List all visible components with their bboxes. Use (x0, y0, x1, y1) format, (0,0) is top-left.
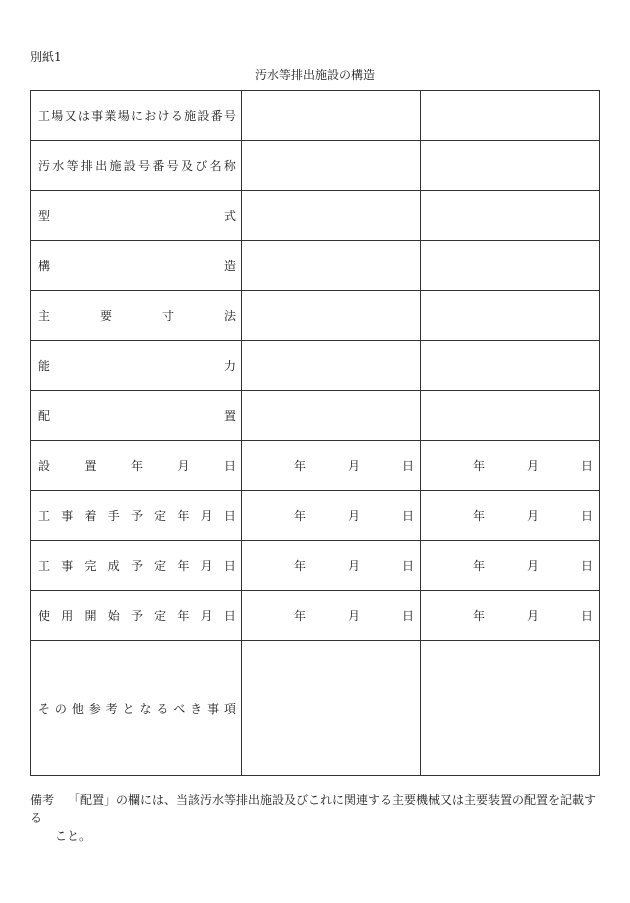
label-char: 場 (51, 109, 64, 123)
row-label (38, 607, 236, 624)
entry-cell[interactable] (242, 291, 421, 341)
entry-cell[interactable] (421, 541, 600, 591)
row-label-cell (31, 191, 242, 241)
label-char: 置 (223, 409, 236, 423)
entry-cell[interactable] (242, 141, 421, 191)
remarks-text-continued: こと。 (55, 829, 92, 843)
label-char: 年 (177, 609, 190, 623)
label-char: 事 (61, 559, 74, 573)
form-row (31, 491, 600, 541)
year-unit: 年 (293, 559, 306, 573)
entry-cell[interactable] (421, 291, 600, 341)
month-unit: 月 (347, 559, 360, 573)
label-char: 又 (64, 109, 77, 123)
label-char: 事 (207, 701, 220, 716)
date-field (242, 557, 414, 574)
facility-structure-table (30, 90, 600, 776)
remarks-note (30, 791, 600, 845)
row-label (38, 107, 236, 124)
day-unit: 日 (401, 559, 414, 573)
label-char: 日 (223, 509, 236, 523)
label-char: 設 (38, 459, 51, 473)
label-char: 番 (152, 159, 165, 173)
label-char: そ (38, 701, 51, 716)
label-char: 番 (210, 109, 223, 123)
entry-cell[interactable] (242, 391, 421, 441)
label-char: の (54, 701, 67, 716)
month-unit: 月 (347, 509, 360, 523)
label-char: け (157, 109, 170, 123)
label-char: 完 (84, 559, 97, 573)
date-field (421, 607, 593, 624)
date-field (421, 457, 593, 474)
label-char: 出 (95, 159, 108, 173)
label-char: 式 (223, 209, 236, 223)
label-char: き (190, 701, 203, 716)
day-unit: 日 (401, 459, 414, 473)
row-label (38, 357, 236, 374)
row-label (38, 457, 236, 474)
label-char: 日 (223, 559, 236, 573)
entry-cell[interactable] (421, 491, 600, 541)
entry-cell[interactable] (242, 491, 421, 541)
label-char: 年 (130, 459, 143, 473)
label-char: 名 (209, 159, 222, 173)
label-char: 定 (154, 609, 167, 623)
form-row (31, 441, 600, 491)
label-char: 年 (177, 559, 190, 573)
year-unit: 年 (293, 609, 306, 623)
label-char: 参 (88, 701, 101, 716)
row-label-cell (31, 541, 242, 591)
entry-cell[interactable] (421, 391, 600, 441)
label-char: に (130, 109, 143, 123)
entry-cell[interactable] (421, 91, 600, 141)
label-char: と (122, 701, 135, 716)
year-unit: 年 (472, 609, 485, 623)
label-char: 工 (38, 109, 51, 123)
label-char: 施 (109, 159, 122, 173)
label-char: 寸 (161, 309, 174, 323)
month-unit: 月 (526, 559, 539, 573)
label-char: 日 (223, 459, 236, 473)
label-char: 始 (107, 609, 120, 623)
label-char: 月 (200, 509, 213, 523)
row-label (38, 207, 236, 224)
date-field (421, 557, 593, 574)
attachment-label: 別紙1 (30, 50, 62, 64)
entry-cell[interactable] (421, 441, 600, 491)
label-char: 項 (223, 701, 236, 716)
label-char: な (139, 701, 152, 716)
label-char: は (77, 109, 90, 123)
label-char: 主 (38, 309, 51, 323)
row-label-cell (31, 491, 242, 541)
day-unit: 日 (580, 459, 593, 473)
label-char: 予 (130, 509, 143, 523)
label-char: 工 (38, 559, 51, 573)
label-char: 年 (177, 509, 190, 523)
label-char: 及 (180, 159, 193, 173)
form-row (31, 591, 600, 641)
label-char: 配 (38, 409, 51, 423)
month-unit: 月 (347, 459, 360, 473)
label-char: 等 (66, 159, 79, 173)
day-unit: 日 (580, 559, 593, 573)
label-char: べ (173, 701, 186, 716)
month-unit: 月 (526, 459, 539, 473)
label-char: 事 (91, 109, 104, 123)
label-char: 造 (223, 259, 236, 273)
label-char: 要 (99, 309, 112, 323)
month-unit: 月 (526, 609, 539, 623)
label-char: 設 (197, 109, 210, 123)
label-char: 排 (80, 159, 93, 173)
form-row (31, 391, 600, 441)
label-char: 事 (61, 509, 74, 523)
row-label (38, 507, 236, 524)
row-label (38, 407, 236, 424)
label-char: 型 (38, 209, 51, 223)
entry-cell[interactable] (421, 341, 600, 391)
label-char: 月 (200, 559, 213, 573)
label-char: 号 (223, 109, 236, 123)
entry-cell[interactable] (421, 141, 600, 191)
row-label-cell (31, 441, 242, 491)
row-label-cell (31, 141, 242, 191)
label-char: 能 (38, 359, 51, 373)
form-row (31, 141, 600, 191)
entry-cell[interactable] (242, 541, 421, 591)
entry-cell[interactable] (421, 191, 600, 241)
day-unit: 日 (401, 509, 414, 523)
label-char: 月 (200, 609, 213, 623)
year-unit: 年 (293, 509, 306, 523)
label-char: 手 (107, 509, 120, 523)
label-char: 場 (117, 109, 130, 123)
row-label (38, 157, 236, 174)
label-char: 置 (84, 459, 97, 473)
label-char: 構 (38, 259, 51, 273)
label-char: 他 (71, 701, 84, 716)
label-char: 開 (84, 609, 97, 623)
label-char: 工 (38, 509, 51, 523)
entry-cell[interactable] (421, 641, 600, 776)
label-char: 水 (52, 159, 65, 173)
entry-cell[interactable] (242, 191, 421, 241)
row-label-cell (31, 91, 242, 141)
form-row (31, 91, 600, 141)
row-label (38, 557, 236, 574)
date-field (242, 607, 414, 624)
label-char: 汚 (38, 159, 51, 173)
label-char: 用 (61, 609, 74, 623)
row-label (38, 700, 236, 717)
label-char: 成 (107, 559, 120, 573)
day-unit: 日 (580, 609, 593, 623)
row-label-cell (31, 641, 242, 776)
label-char: 定 (154, 559, 167, 573)
month-unit: 月 (526, 509, 539, 523)
year-unit: 年 (472, 559, 485, 573)
label-char: 予 (130, 559, 143, 573)
entry-cell[interactable] (421, 241, 600, 291)
row-label (38, 257, 236, 274)
label-char: 業 (104, 109, 117, 123)
form-row (31, 341, 600, 391)
entry-cell[interactable] (242, 241, 421, 291)
row-label-cell (31, 241, 242, 291)
label-char: 施 (184, 109, 197, 123)
label-char: 月 (177, 459, 190, 473)
label-char: 着 (84, 509, 97, 523)
row-label-cell (31, 591, 242, 641)
form-row (31, 241, 600, 291)
form-row (31, 291, 600, 341)
label-char: 日 (223, 609, 236, 623)
entry-cell[interactable] (242, 341, 421, 391)
row-label-cell (31, 291, 242, 341)
label-char: び (195, 159, 208, 173)
date-field (242, 457, 414, 474)
entry-cell[interactable] (242, 641, 421, 776)
form-row (31, 191, 600, 241)
label-char: 考 (105, 701, 118, 716)
day-unit: 日 (401, 609, 414, 623)
label-char: お (144, 109, 157, 123)
entry-cell[interactable] (242, 441, 421, 491)
date-field (421, 507, 593, 524)
row-label-cell (31, 341, 242, 391)
label-char: 使 (38, 609, 51, 623)
date-field (242, 507, 414, 524)
label-char: 称 (223, 159, 236, 173)
entry-cell[interactable] (421, 591, 600, 641)
label-char: 号 (166, 159, 179, 173)
label-char: 法 (223, 309, 236, 323)
entry-cell[interactable] (242, 591, 421, 641)
row-label-cell (31, 391, 242, 441)
label-char: 設 (123, 159, 136, 173)
form-row (31, 541, 600, 591)
remarks-text: 「配置」の欄には、当該汚水等排出施設及びこれに関連する主要機械又は主要装置の配置を記載する (30, 793, 597, 825)
remarks-heading: 備考 (30, 793, 55, 807)
label-char: る (156, 701, 169, 716)
day-unit: 日 (580, 509, 593, 523)
entry-cell[interactable] (242, 91, 421, 141)
document-title: 汚水等排出施設の構造 (254, 68, 375, 82)
label-char: 力 (223, 359, 236, 373)
year-unit: 年 (293, 459, 306, 473)
label-char: 定 (154, 509, 167, 523)
form-row (31, 641, 600, 776)
year-unit: 年 (472, 509, 485, 523)
row-label (38, 307, 236, 324)
label-char: 予 (130, 609, 143, 623)
label-char: る (170, 109, 183, 123)
year-unit: 年 (472, 459, 485, 473)
month-unit: 月 (347, 609, 360, 623)
label-char: 号 (138, 159, 151, 173)
